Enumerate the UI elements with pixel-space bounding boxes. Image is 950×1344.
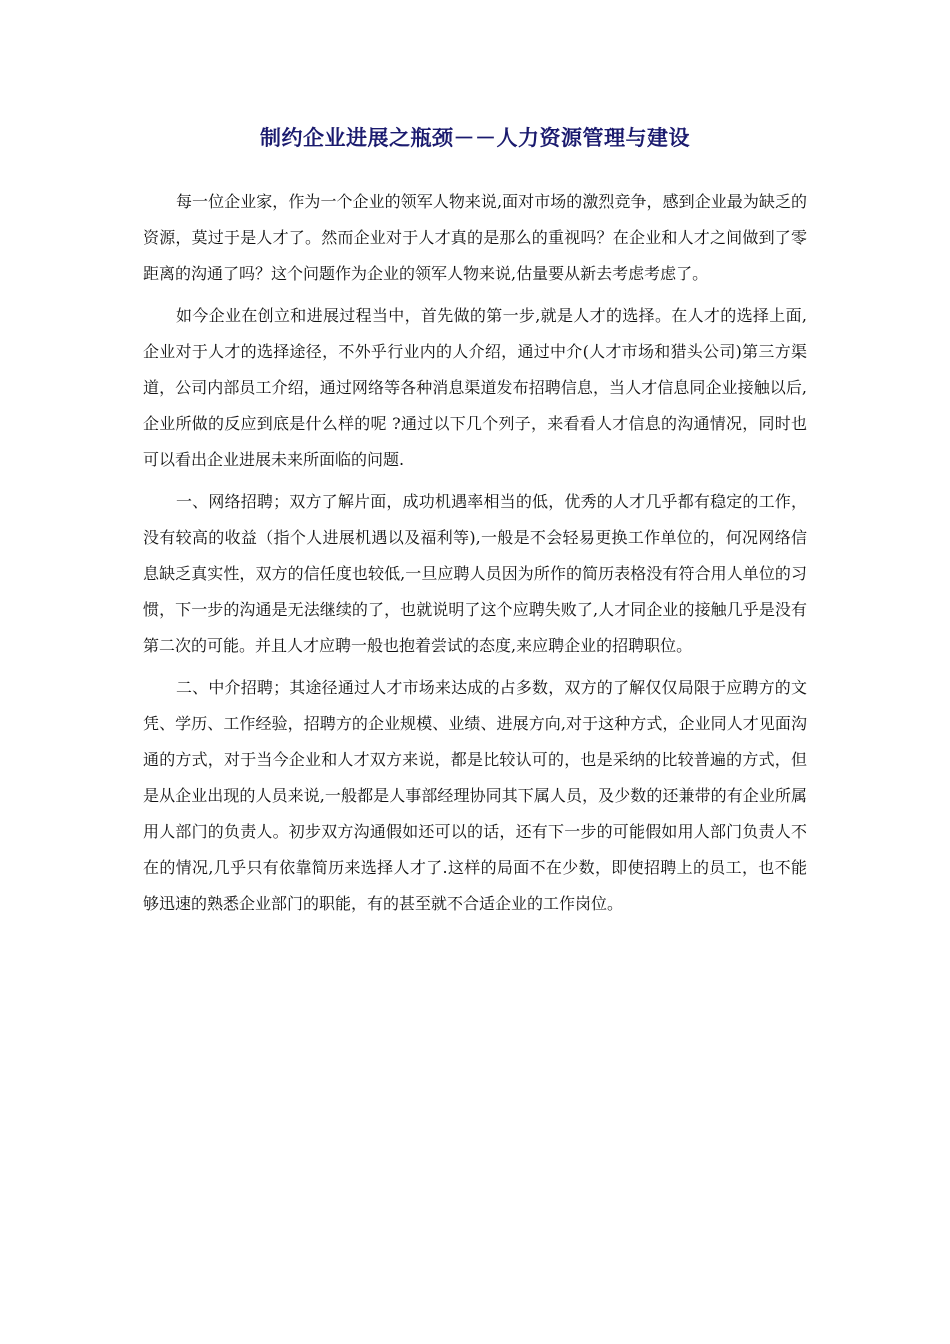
document-title: 制约企业进展之瓶颈－－人力资源管理与建设 [260, 125, 690, 150]
paragraph-intro: 每一位企业家，作为一个企业的领军人物来说,面对市场的激烈竞争，感到企业最为缺乏的资源，莫过于是人才了。然而企业对于人才真的是那么的重视吗？在企业和人才之间做到了零距离的沟通了吗？这个问题作为企业的领军人物来说,估量要从新去考虑考虑了。 [143, 192, 807, 283]
paragraph-selection: 如今企业在创立和进展过程当中，首先做的第一步,就是人才的选择。在人才的选择上面,企业对于人才的选择途径，不外乎行业内的人介绍，通过中介(人才市场和猎头公司)第三方渠道，公司内部员工介绍，通过网络等各种消息渠道发布招聘信息，当人才信息同企业接触以后,企业所做的反应到底是什么样的呢 ?通过以下几个列子，来看看人才信息的沟通情况，同时也可以看出企业进展未来所面临的问题. [143, 306, 807, 469]
paragraph-agency-recruiting: 二、中介招聘；其途径通过人才市场来达成的占多数，双方的了解仅仅局限于应聘方的文凭、学历、工作经验，招聘方的企业规模、业绩、进展方向,对于这种方式，企业同人才见面沟通的方式，对于当今企业和人才双方来说，都是比较认可的，也是采纳的比较普遍的方式，但是从企业出现的人员来说,一般都是人事部经理协同其下属人员，及少数的还兼带的有企业所属用人部门的负责人。初步双方沟通假如还可以的话，还有下一步的可能假如用人部门负责人不在的情况,几乎只有依靠简历来选择人才了.这样的局面不在少数，即使招聘上的员工，也不能够迅速的熟悉企业部门的职能，有的甚至就不合适企业的工作岗位。 [143, 678, 807, 913]
document-body [143, 184, 807, 928]
paragraph-online-recruiting: 一、网络招聘；双方了解片面，成功机遇率相当的低，优秀的人才几乎都有稳定的工作，没有较高的收益（指个人进展机遇以及福利等),一般是不会轻易更换工作单位的，何况网络信息缺乏真实性，双方的信任度也较低,一旦应聘人员因为所作的简历表格没有符合用人单位的习惯，下一步的沟通是无法继续的了，也就说明了这个应聘失败了,人才同企业的接触几乎是没有第二次的可能。并且人才应聘一般也抱着尝试的态度,来应聘企业的招聘职位。 [143, 492, 807, 655]
